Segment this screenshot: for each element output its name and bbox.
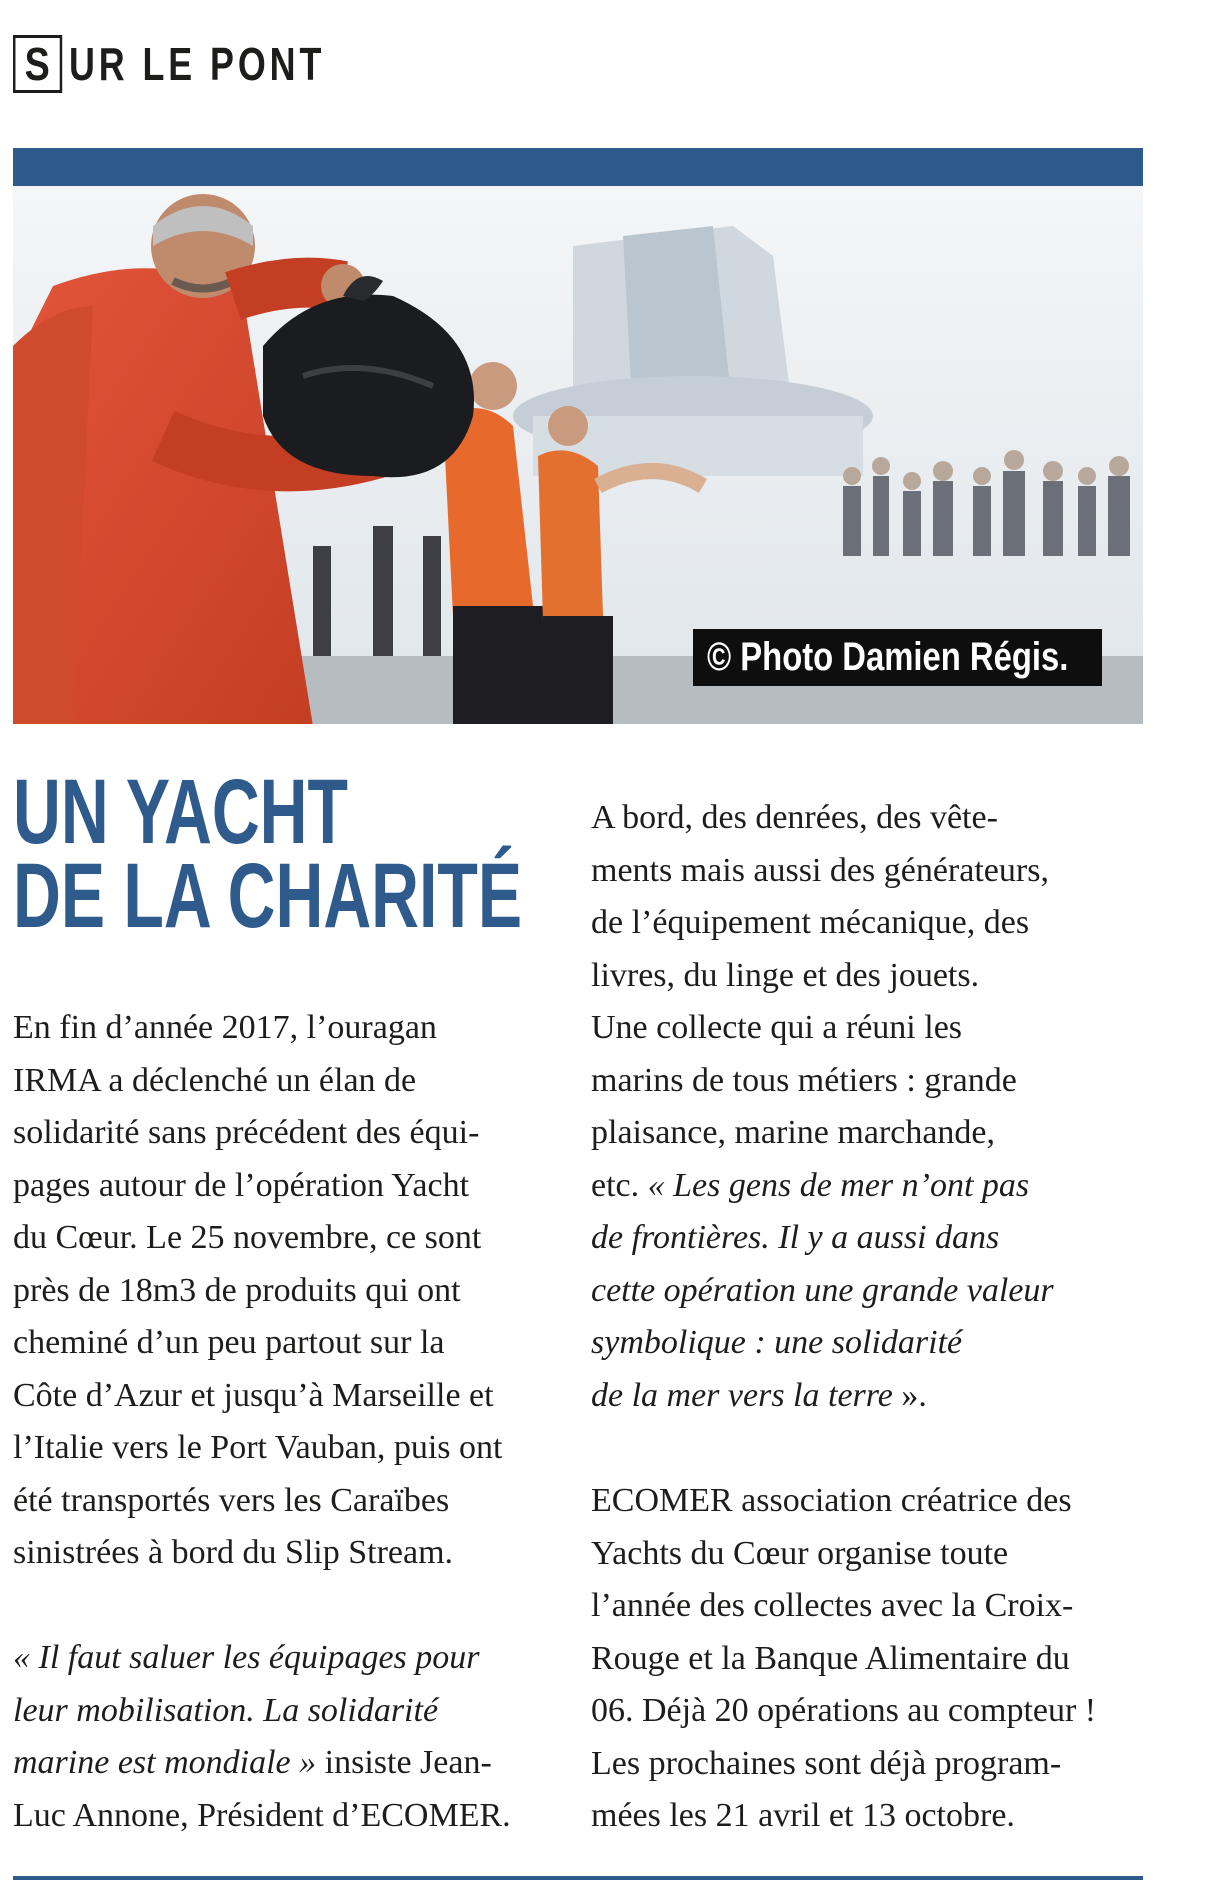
text-line: plaisance, marine marchande, (591, 1114, 996, 1151)
bottom-rule (13, 1876, 1143, 1880)
text-line: près de 18m3 de produits qui ont (13, 1271, 461, 1309)
text-line: Les prochaines sont déjà program- (591, 1744, 1062, 1782)
section-initial: S (24, 38, 51, 90)
photo-credit-text: © Photo Damien Régis. (707, 635, 1069, 679)
section-initial-box (13, 35, 62, 93)
text-line: marins de tous métiers : grande (591, 1061, 1017, 1099)
quote-line: symbolique : une solidarité (591, 1324, 963, 1361)
article-photo (13, 186, 1143, 724)
text-line: ments mais aussi des générateurs, (591, 851, 1049, 889)
text-line: Yachts du Cœur organise toute (591, 1534, 1009, 1572)
ecomer-paragraph (591, 1475, 1096, 1843)
quote-line: marine est mondiale » insiste Jean- (13, 1744, 492, 1781)
text-line: été transportés vers les Caraïbes (13, 1481, 450, 1519)
text-line: A bord, des denrées, des vête- (591, 799, 998, 836)
section-title: UR LE PONT (69, 38, 326, 90)
text-line: pages autour de l’opération Yacht (13, 1166, 470, 1204)
quote-line: etc. « Les gens de mer n’ont pas (591, 1166, 1030, 1204)
text-line: mées les 21 avril et 13 octobre. (591, 1797, 1015, 1834)
text-line: En fin d’année 2017, l’ouragan (13, 1009, 437, 1046)
text-line: du Cœur. Le 25 novembre, ce sont (13, 1219, 482, 1256)
text-line: 06. Déjà 20 opérations au compteur ! (591, 1692, 1097, 1729)
text-line: cheminé d’un peu partout sur la (13, 1324, 445, 1361)
quote-line: de la mer vers la terre ». (591, 1376, 927, 1414)
article-headline (13, 761, 573, 947)
text-line: l’Italie vers le Port Vauban, puis ont (13, 1429, 503, 1466)
quote-line: « Il faut saluer les équipages pour (13, 1639, 480, 1676)
text-line: IRMA a déclenché un élan de (13, 1061, 417, 1099)
text-line: Côte d’Azur et jusqu’à Marseille et (13, 1376, 494, 1414)
text-line: l’année des collectes avec la Croix- (591, 1587, 1074, 1624)
text-line: sinistrées à bord du Slip Stream. (13, 1534, 454, 1571)
quote-line: de frontières. Il y a aussi dans (591, 1219, 1000, 1256)
right-column-paragraph (591, 792, 1054, 1422)
text-line: Une collecte qui a réuni les (591, 1009, 963, 1046)
text-line: Rouge et la Banque Alimentaire du (591, 1639, 1070, 1677)
quote-line: leur mobilisation. La solidarité (13, 1691, 439, 1729)
text-line: de l’équipement mécanique, des (591, 904, 1030, 941)
headline-line-1: UN YACHT (13, 761, 348, 863)
top-color-bar (13, 148, 1143, 186)
photo-credit (693, 629, 1102, 686)
section-header (13, 34, 398, 94)
text-line: ECOMER association créatrice des (591, 1482, 1072, 1519)
headline-line-2: DE LA CHARITÉ (13, 845, 523, 947)
text-line: solidarité sans précédent des équi- (13, 1114, 480, 1151)
quote-line: cette opération une grande valeur (591, 1271, 1054, 1309)
intro-paragraph (13, 1002, 502, 1580)
text-line: livres, du linge et des jouets. (591, 956, 980, 994)
text-line: Luc Annone, Président d’ECOMER. (13, 1796, 511, 1834)
quote-paragraph (13, 1632, 511, 1842)
